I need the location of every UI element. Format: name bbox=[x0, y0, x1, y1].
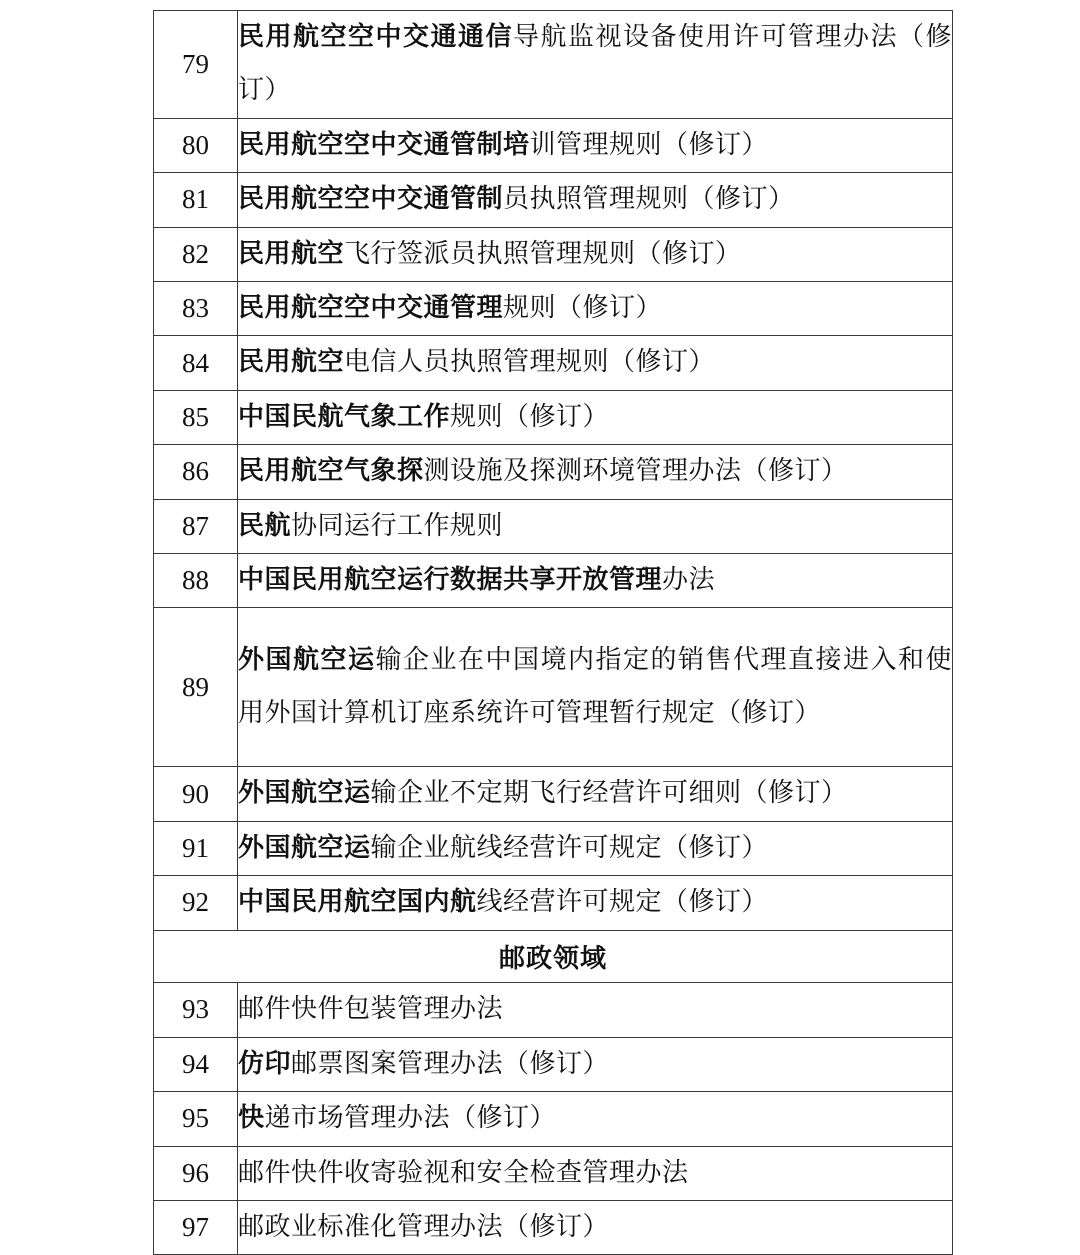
regulation-title bbox=[238, 336, 953, 390]
regulation-title bbox=[238, 821, 953, 875]
regulation-title bbox=[238, 1092, 953, 1146]
title-bold-part: 民用航空空中交通管制培 bbox=[238, 129, 530, 160]
table-row bbox=[154, 282, 953, 336]
row-number: 83 bbox=[154, 282, 238, 336]
table-row bbox=[154, 821, 953, 875]
title-rest-part: 飞行签派员执照管理规则（修订） bbox=[344, 238, 742, 269]
title-rest-part: 协同运行工作规则 bbox=[291, 510, 504, 541]
title-bold-part: 快 bbox=[238, 1103, 265, 1134]
table-row bbox=[154, 499, 953, 553]
regulation-title bbox=[238, 173, 953, 227]
table-row bbox=[154, 336, 953, 390]
regulation-title bbox=[238, 390, 953, 444]
table-row bbox=[154, 554, 953, 608]
regulation-title bbox=[238, 1037, 953, 1091]
regulation-title bbox=[238, 608, 953, 767]
title-bold-part: 民用航空空中交通通信 bbox=[238, 22, 513, 52]
row-number: 93 bbox=[154, 983, 238, 1037]
row-number: 92 bbox=[154, 876, 238, 930]
row-number: 86 bbox=[154, 445, 238, 499]
table-row bbox=[154, 767, 953, 821]
title-bold-part: 民用航空空中交通管制 bbox=[238, 184, 504, 215]
row-number: 96 bbox=[154, 1146, 238, 1200]
row-number: 95 bbox=[154, 1092, 238, 1146]
row-number: 85 bbox=[154, 390, 238, 444]
row-number: 84 bbox=[154, 336, 238, 390]
title-bold-part: 中国民用航空运行数据共享开放管理 bbox=[238, 565, 663, 596]
row-number: 88 bbox=[154, 554, 238, 608]
title-rest-part: 邮政业标准化管理办法（修订） bbox=[238, 1211, 610, 1242]
regulation-title bbox=[238, 227, 953, 281]
title-rest-part: 规则（修订） bbox=[450, 401, 610, 432]
row-number: 79 bbox=[154, 11, 238, 119]
row-number: 80 bbox=[154, 118, 238, 172]
table-row bbox=[154, 608, 953, 767]
table-row bbox=[154, 390, 953, 444]
regulation-title bbox=[238, 1200, 953, 1254]
title-rest-part: 邮件快件包装管理办法 bbox=[238, 994, 504, 1025]
regulation-title bbox=[238, 282, 953, 336]
table-row bbox=[154, 445, 953, 499]
row-number: 97 bbox=[154, 1200, 238, 1254]
title-rest-part: 导航监视设备使用许可管理办法（修订） bbox=[238, 22, 952, 106]
title-bold-part: 外国航空运 bbox=[238, 832, 371, 863]
title-bold-part: 仿印 bbox=[238, 1048, 292, 1079]
row-number: 81 bbox=[154, 173, 238, 227]
title-rest-part: 邮票图案管理办法（修订） bbox=[291, 1048, 610, 1079]
row-number: 89 bbox=[154, 608, 238, 767]
table-row bbox=[154, 118, 953, 172]
title-rest-part: 输企业航线经营许可规定（修订） bbox=[370, 832, 769, 863]
table-row bbox=[154, 173, 953, 227]
title-rest-part: 测设施及探测环境管理办法（修订） bbox=[423, 456, 848, 487]
table-row bbox=[154, 983, 953, 1037]
row-number: 90 bbox=[154, 767, 238, 821]
title-rest-part: 邮件快件收寄验视和安全检查管理办法 bbox=[238, 1157, 689, 1188]
section-title: 邮政领域 bbox=[154, 930, 953, 983]
title-bold-part: 民用航空气象探 bbox=[238, 456, 424, 487]
regulation-title bbox=[238, 983, 953, 1037]
title-rest-part: 训管理规则（修订） bbox=[529, 129, 769, 160]
table-row bbox=[154, 876, 953, 930]
regulation-title bbox=[238, 767, 953, 821]
regulation-title bbox=[238, 876, 953, 930]
title-rest-part: 输企业不定期飞行经营许可细则（修订） bbox=[370, 778, 848, 809]
title-rest-part: 递市场管理办法（修订） bbox=[264, 1103, 557, 1134]
title-rest-part: 办法 bbox=[662, 565, 716, 596]
title-bold-part: 外国航空运 bbox=[238, 645, 376, 676]
title-bold-part: 民用航空 bbox=[238, 238, 345, 269]
table-row bbox=[154, 1200, 953, 1254]
title-bold-part: 中国民航气象工作 bbox=[238, 401, 451, 432]
title-bold-part: 民用航空 bbox=[238, 347, 345, 378]
table-row bbox=[154, 11, 953, 119]
title-rest-part: 输企业在中国境内指定的销售代理直接进入和使用外国计算机订座系统许可管理暂行规定（修订） bbox=[238, 645, 952, 729]
title-bold-part: 民航 bbox=[238, 510, 292, 541]
regulation-title bbox=[238, 554, 953, 608]
regulation-title bbox=[238, 1146, 953, 1200]
row-number: 91 bbox=[154, 821, 238, 875]
title-rest-part: 电信人员执照管理规则（修订） bbox=[344, 347, 716, 378]
regulation-title bbox=[238, 11, 953, 119]
title-bold-part: 中国民用航空国内航 bbox=[238, 887, 477, 918]
title-rest-part: 线经营许可规定（修订） bbox=[476, 887, 769, 918]
regulations-table bbox=[153, 10, 953, 1255]
row-number: 94 bbox=[154, 1037, 238, 1091]
regulation-title bbox=[238, 445, 953, 499]
title-rest-part: 员执照管理规则（修订） bbox=[503, 184, 795, 215]
section-header-row bbox=[154, 930, 953, 983]
row-number: 82 bbox=[154, 227, 238, 281]
regulation-title bbox=[238, 118, 953, 172]
table-row bbox=[154, 1092, 953, 1146]
title-bold-part: 外国航空运 bbox=[238, 778, 371, 809]
table-row bbox=[154, 1146, 953, 1200]
table-row bbox=[154, 1037, 953, 1091]
title-bold-part: 民用航空空中交通管理 bbox=[238, 293, 504, 324]
regulation-title bbox=[238, 499, 953, 553]
row-number: 87 bbox=[154, 499, 238, 553]
table-row bbox=[154, 227, 953, 281]
title-rest-part: 规则（修订） bbox=[503, 293, 663, 324]
